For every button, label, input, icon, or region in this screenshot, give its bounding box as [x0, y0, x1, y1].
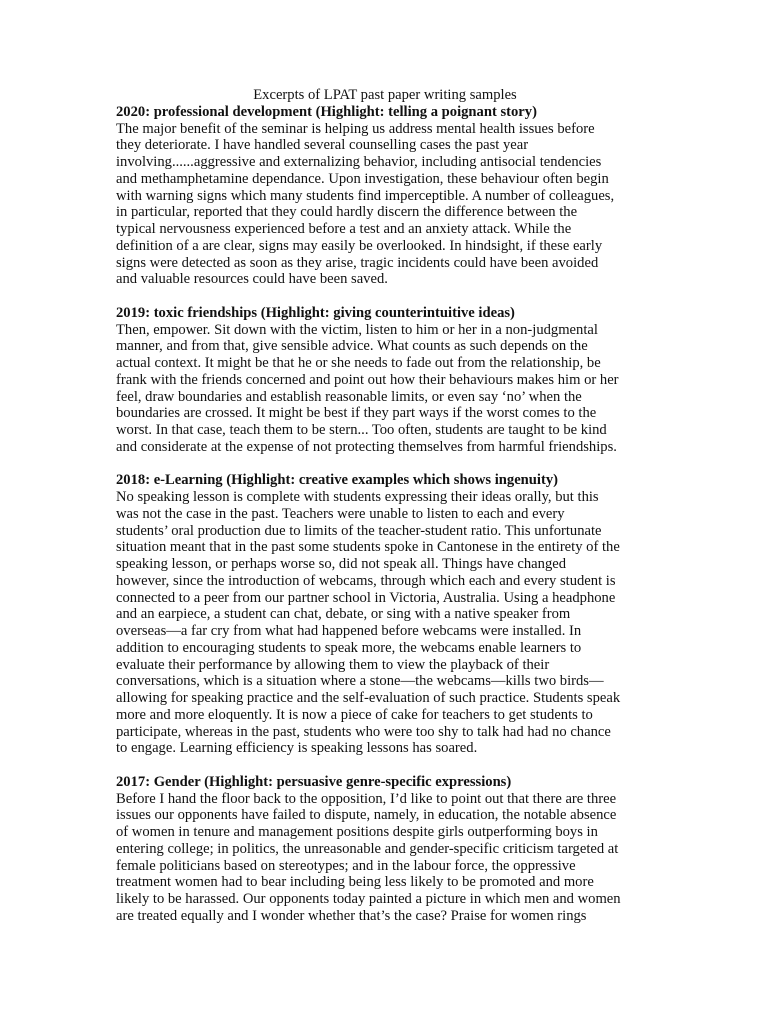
- body-line: typical nervousness experienced before a test and an anxiety attack. While the: [116, 221, 572, 237]
- section-body-2018: [116, 489, 654, 757]
- body-line: female politicians based on stereotypes; and in the labour force, the oppressive: [116, 857, 576, 874]
- body-line: and an earpiece, a student can chat, debate, or sing with a native speaker from: [116, 606, 571, 623]
- section-body-2020: [116, 121, 654, 289]
- body-line: and considerate at the expense of not protecting themselves from harmful friendships.: [116, 438, 617, 455]
- section-2017: [116, 774, 654, 925]
- body-line: allowing for speaking practice and the self-evaluation of such practice. Students speak: [116, 690, 621, 706]
- body-line: evaluate their performance by allowing them to view the playback of their: [116, 656, 550, 673]
- document-title: Excerpts of LPAT past paper writing samples: [253, 87, 517, 103]
- section-heading-2020: 2020: professional development (Highlight: telling a poignant story): [116, 103, 537, 120]
- body-line: students’ oral production due to limits of the teacher-student ratio. This unfortunate: [116, 522, 602, 539]
- body-line: No speaking lesson is complete with students expressing their ideas orally, but this: [116, 489, 599, 505]
- body-line: Then, empower. Sit down with the victim, listen to him or her in a non-judgmental: [116, 321, 598, 338]
- body-line: connected to a peer from our partner school in Victoria, Australia. Using a headphone: [116, 589, 616, 606]
- body-line: Before I hand the floor back to the opposition, I’d like to point out that there are three: [116, 790, 617, 807]
- section-2019: [116, 305, 654, 456]
- body-line: treatment women had to bear including being less likely to be promoted and more: [116, 874, 594, 891]
- body-line: was not the case in the past. Teachers were unable to listen to each and every: [116, 505, 565, 522]
- section-2020: [116, 104, 654, 288]
- body-line: conversations, which is a situation where a stone—the webcams—kills two birds—: [116, 673, 604, 690]
- body-line: are treated equally and I wonder whether that’s the case? Praise for women rings: [116, 907, 587, 924]
- body-line: frank with the friends concerned and point out how their behaviours makes him or her: [116, 371, 619, 388]
- section-heading-2018: 2018: e-Learning (Highlight: creative examples which shows ingenuity): [116, 472, 558, 489]
- body-line: overseas—a far cry from what had happened before webcams were installed. In: [116, 623, 582, 639]
- body-line: with warning signs which many students find imperceptible. A number of colleagues,: [116, 187, 615, 204]
- body-line: signs were detected as soon as they arise, tragic incidents could have been avoided: [116, 254, 599, 271]
- body-line: feel, draw boundaries and establish reasonable limits, or even say ‘no’ when the: [116, 388, 582, 405]
- section-body-2017: [116, 791, 654, 925]
- body-line: they deteriorate. I have handled several counselling cases the past year: [116, 137, 529, 154]
- body-line: entering college; in politics, the unreasonable and gender-specific criticism targeted at: [116, 840, 619, 857]
- body-line: more and more eloquently. It is now a piece of cake for teachers to get students to: [116, 706, 593, 723]
- body-line: likely to be harassed. Our opponents today painted a picture in which men and women: [116, 891, 621, 907]
- section-heading-2017: 2017: Gender (Highlight: persuasive genre-specific expressions): [116, 773, 512, 790]
- body-line: manner, and from that, give sensible advice. What counts as such depends on the: [116, 338, 588, 355]
- body-line: in particular, reported that they could hardly discern the difference between the: [116, 204, 578, 221]
- body-line: issues our opponents have failed to dispute, namely, in education, the notable absence: [116, 807, 617, 824]
- body-line: addition to encouraging students to speak more, the webcams enable learners to: [116, 639, 582, 656]
- section-body-2019: [116, 322, 654, 456]
- body-line: actual context. It might be that he or she needs to fade out from the relationship, be: [116, 355, 601, 371]
- section-2018: [116, 472, 654, 757]
- body-line: definition of a are clear, signs may easily be overlooked. In hindsight, if these early: [116, 237, 603, 254]
- body-line: The major benefit of the seminar is helping us address mental health issues before: [116, 120, 595, 137]
- body-line: however, since the introduction of webcams, through which each and every student is: [116, 572, 616, 589]
- body-line: speaking lesson, or perhaps worse so, did not speak all. Things have changed: [116, 556, 567, 572]
- body-line: and valuable resources could have been saved.: [116, 271, 388, 288]
- body-line: involving......aggressive and externalizing behavior, including antisocial tendencies: [116, 154, 602, 170]
- document-page: [116, 87, 654, 941]
- body-line: boundaries are crossed. It might be best if they part ways if the worst comes to the: [116, 405, 597, 422]
- body-line: of women in tenure and management positions despite girls outperforming boys in: [116, 824, 598, 840]
- body-line: to engage. Learning efficiency is speaking lessons has soared.: [116, 740, 478, 757]
- body-line: worst. In that case, teach them to be stern... Too often, students are taught to be kind: [116, 422, 607, 438]
- body-line: participate, whereas in the past, students who were too shy to talk had had no chance: [116, 723, 611, 740]
- body-line: and methamphetamine dependance. Upon investigation, these behaviour often begin: [116, 170, 609, 187]
- body-line: situation meant that in the past some students spoke in Cantonese in the entirety of the: [116, 539, 620, 556]
- section-heading-2019: 2019: toxic friendships (Highlight: giving counterintuitive ideas): [116, 304, 515, 321]
